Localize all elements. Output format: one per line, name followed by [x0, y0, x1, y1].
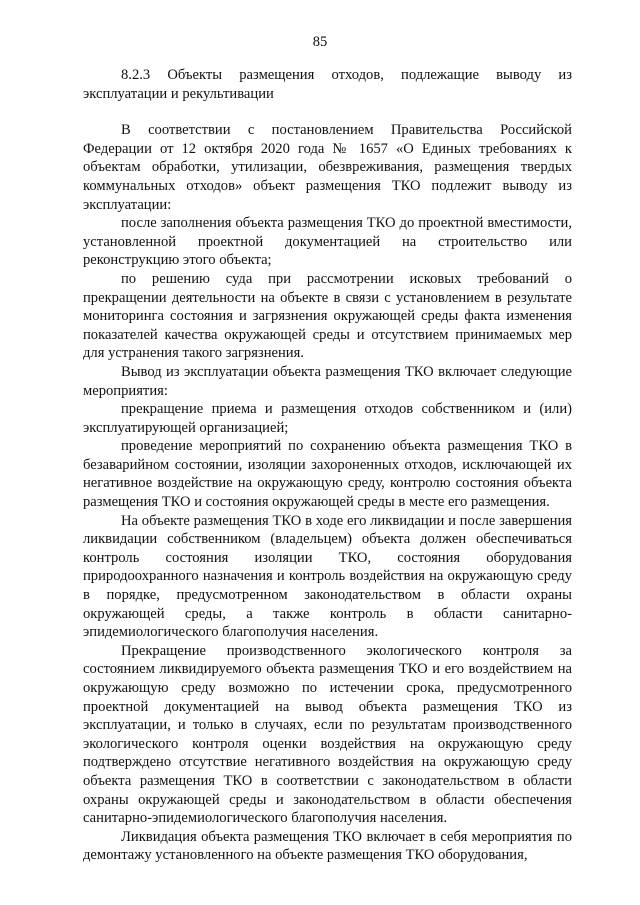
paragraph-9: Ликвидация объекта размещения ТКО включает в себя мероприятия по демонтажу установленного на объекте размещения ТКО оборудования,	[83, 828, 572, 864]
paragraph-8: Прекращение производственного экологического контроля за состоянием ликвидируемого объекта размещения ТКО и его воздействием на окружающую среду возможно по истечении срока, предусмотренного проектной документацией на вывод объекта размещения ТКО из эксплуатации, и только в случаях, если по результатам производственного экологического контроля оценки воздействия на окружающую среду подтверждено отсутствие негативного воздействия на окружающую среду объекта размещения ТКО в соответствии с законодательством в области охраны окружающей среды и законодательством в области обеспечения санитарно-эпидемиологического благополучия населения.	[83, 642, 572, 827]
heading-spacer	[83, 103, 572, 121]
page-number: 85	[312, 34, 328, 50]
section-heading: 8.2.3 Объекты размещения отходов, подлежащие выводу из эксплуатации и рекультивации	[83, 67, 572, 102]
document-body	[83, 66, 572, 865]
paragraph-6: проведение мероприятий по сохранению объекта размещения ТКО в безаварийном состоянии, изоляции захороненных отходов, исключающей их негативное воздействие на окружающую среду, контролю состояния объекта размещения ТКО и состояния окружающей среды в месте его размещения.	[83, 438, 572, 511]
paragraph-4: Вывод из эксплуатации объекта размещения ТКО включает следующие мероприятия:	[83, 363, 572, 399]
paragraph-7: На объекте размещения ТКО в ходе его ликвидации и после завершения ликвидации собственником (владельцем) объекта должен обеспечиваться контроль состояния изоляции ТКО, состояния оборудования природоохранного назначения и контроль воздействия на окружающую среду в порядке, предусмотренном законодательством в области охраны окружающей среды, а также контроль в области санитарно-эпидемиологического благополучия населения.	[83, 512, 572, 641]
paragraph-3: по решению суда при рассмотрении исковых требований о прекращении деятельности на объекте в связи с установлением в результате мониторинга состояния и загрязнения окружающей среды факта изменения показателей качества окружающей среды и отсутствием принимаемых мер для устранения такого загрязнения.	[83, 270, 572, 362]
paragraph-5: прекращение приема и размещения отходов собственником и (или) эксплуатирующей организацией;	[83, 401, 572, 436]
paragraph-1: В соответствии с постановлением Правительства Российской Федерации от 12 октября 2020 года № 1657 «О Единых требованиях к объектам обработки, утилизации, обезвреживания, размещения твердых коммунальных отходов» объект размещения ТКО подлежит выводу из эксплуатации:	[83, 122, 572, 213]
paragraph-2: после заполнения объекта размещения ТКО до проектной вместимости, установленной проектной документацией на строительство или реконструкцию этого объекта;	[83, 215, 572, 269]
